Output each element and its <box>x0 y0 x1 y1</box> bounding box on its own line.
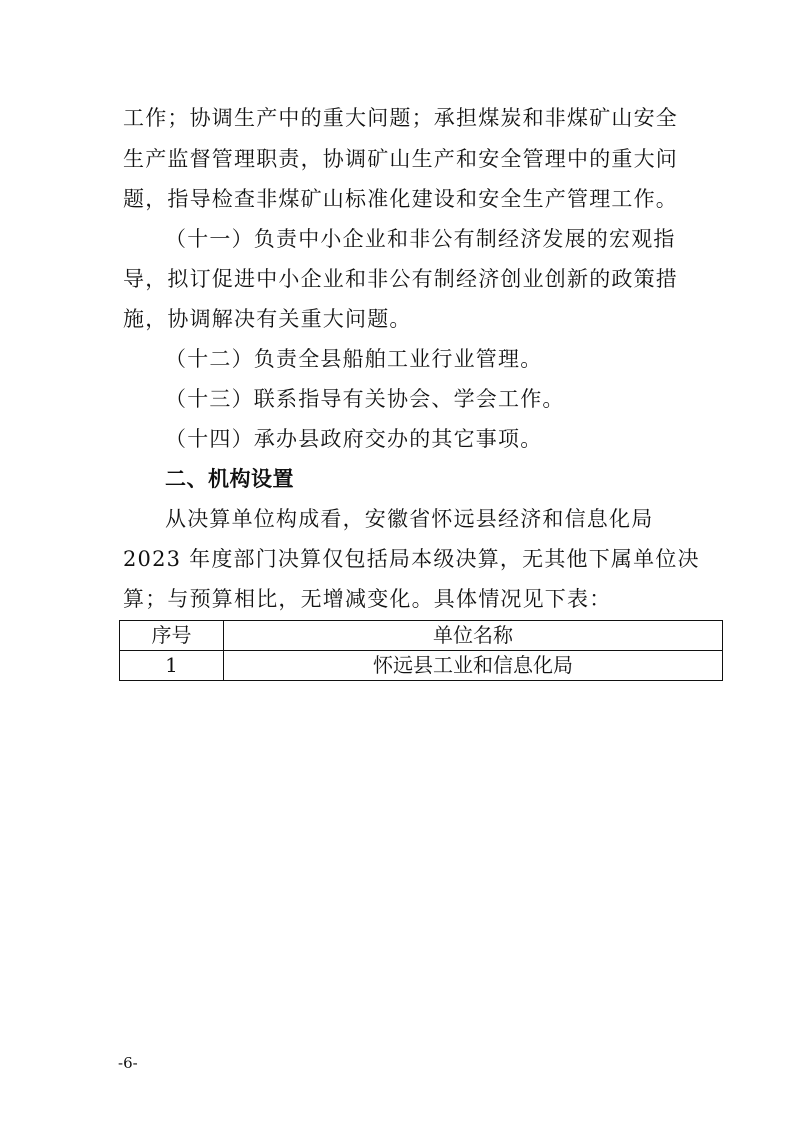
list-item-12: （十二）负责全县船舶工业行业管理。 <box>165 347 543 371</box>
paragraph-line: 2023 年度部门决算仅包括局本级决算，无其他下属单位决 <box>123 547 700 571</box>
paragraph-line: 导，拟订促进中小企业和非公有制经济创业创新的政策措 <box>123 267 678 291</box>
list-item-11: （十一）负责中小企业和非公有制经济发展的宏观指 <box>165 227 676 251</box>
column-header-unit-name: 单位名称 <box>224 621 723 651</box>
paragraph-line: 生产监督管理职责，协调矿山生产和安全管理中的重大问 <box>123 147 678 171</box>
paragraph-line: 算；与预算相比，无增减变化。具体情况见下表： <box>123 587 612 611</box>
paragraph-line: 从决算单位构成看，安徽省怀远县经济和信息化局 <box>165 507 654 531</box>
list-item-13: （十三）联系指导有关协会、学会工作。 <box>165 387 565 411</box>
paragraph-line: 施，协调解决有关重大问题。 <box>123 307 412 331</box>
paragraph-line: 工作；协调生产中的重大问题；承担煤炭和非煤矿山安全 <box>123 106 678 130</box>
table-header-row <box>120 621 723 651</box>
table-cell-unit-name: 怀远县工业和信息化局 <box>224 651 723 681</box>
section-heading: 二、机构设置 <box>165 467 294 491</box>
column-header-index: 序号 <box>120 621 224 651</box>
list-item-14: （十四）承办县政府交办的其它事项。 <box>165 427 543 451</box>
table-row <box>120 651 723 681</box>
unit-table-container <box>119 620 722 681</box>
paragraph-line: 题，指导检查非煤矿山标准化建设和安全生产管理工作。 <box>123 187 678 211</box>
table-cell-index: 1 <box>120 651 224 681</box>
page-number: -6- <box>118 1054 138 1072</box>
unit-table <box>119 620 723 681</box>
